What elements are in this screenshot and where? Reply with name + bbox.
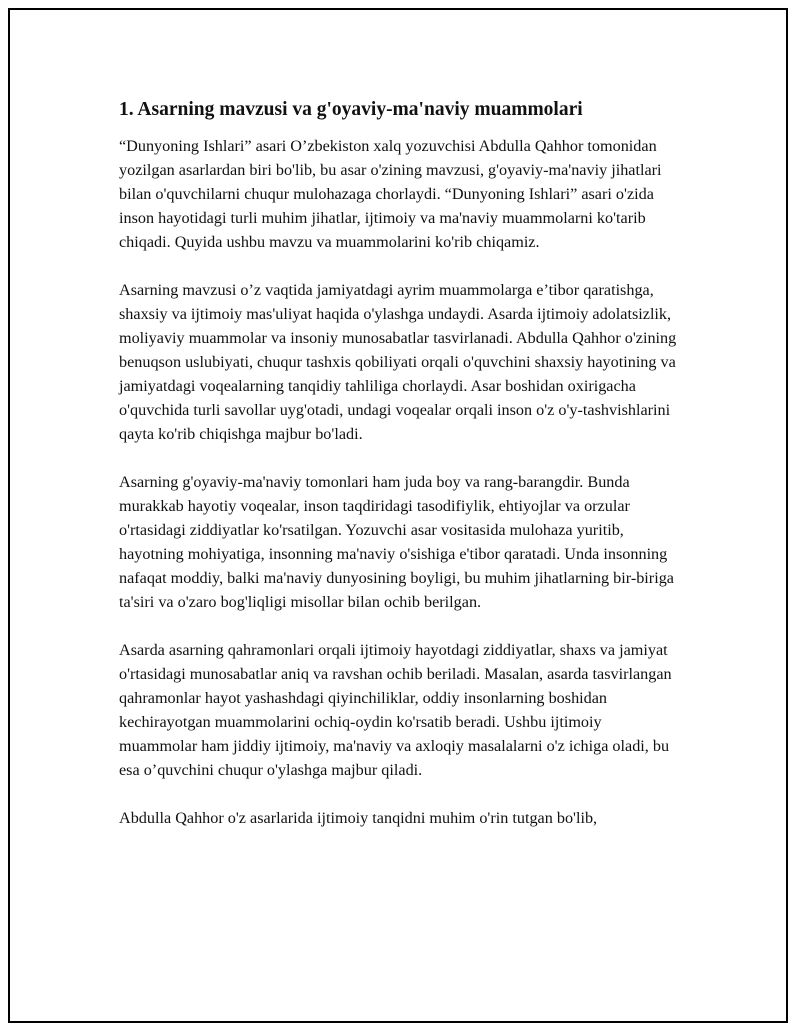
paragraph-intro: “Dunyoning Ishlari” asari O’zbekiston xalq yozuvchisi Abdulla Qahhor tomonidan yozilgan asarlardan biri bo'lib, bu asar o'zining mavzusi, g'oyaviy-ma'naviy jihatlari bilan o'quvchilarni chuqur mulohazaga chorlaydi. “Dunyoning Ishlari” asari o'zida inson hayotidagi turli muhim jihatlar, ijtimoiy va ma'naviy muammolarni ko'tarib chiqadi. Quyida ushbu mavzu va muammolarini ko'rib chiqamiz. [119, 137, 662, 251]
document-body [119, 98, 679, 830]
document-page [8, 8, 788, 1023]
paragraph-characters: Asarda asarning qahramonlari orqali ijtimoiy hayotdagi ziddiyatlar, shaxs va jamiyat o'rtasidagi munosabatlar aniq va ravshan ochib beriladi. Masalan, asarda tasvirlangan qahramonlar hayot yashashdagi qiyinchiliklar, oddiy insonlarning boshidan kechirayotgan muammolarini ochiq-oydin ko'rsatib beradi. Ushbu ijtimoiy muammolar ham jiddiy ijtimoiy, ma'naviy va axloqiy masalalarni o'z ichiga oladi, bu esa o’quvchini chuqur o'ylashga majbur qiladi. [119, 641, 672, 779]
paragraph-ideological-aspects: Asarning g'oyaviy-ma'naviy tomonlari ham juda boy va rang-barangdir. Bunda murakkab hayotiy voqealar, inson taqdiridagi tasodifiylik, ehtiyojlar va orzular o'rtasidagi ziddiyatlar ko'rsatilgan. Yozuvchi asar vositasida mulohaza yuritib, hayotning mohiyatiga, insonning ma'naviy o'sishiga e'tibor qaratadi. Unda insonning nafaqat moddiy, balki ma'naviy dunyosining boyligi, bu muhim jihatlarning bir-biriga ta'siri va o'zaro bog'liqligi misollar bilan ochib berilgan. [119, 473, 674, 611]
section-heading: 1. Asarning mavzusi va g'oyaviy-ma'naviy muammolari [119, 99, 583, 120]
paragraph-theme: Asarning mavzusi o’z vaqtida jamiyatdagi ayrim muammolarga e’tibor qaratishga, shaxsiy va ijtimoiy mas'uliyat haqida o'ylashga undaydi. Asarda ijtimoiy adolatsizlik, moliyaviy muammolar va insoniy munosabatlar tasvirlanadi. Abdulla Qahhor o'zining benuqson uslubiyati, chuqur tashxis qobiliyati orqali o'quvchini shaxsiy hayotining va jamiyatdagi voqealarning tanqidiy tahliliga chorlaydi. Asar boshidan oxirigacha o'quvchida turli savollar uyg'otadi, undagi voqealar orqali inson o'z o'y-tashvishlarini qayta ko'rib chiqishga majbur bo'ladi. [119, 281, 677, 443]
paragraph-social-criticism: Abdulla Qahhor o'z asarlarida ijtimoiy tanqidni muhim o'rin tutgan bo'lib, [119, 809, 598, 827]
